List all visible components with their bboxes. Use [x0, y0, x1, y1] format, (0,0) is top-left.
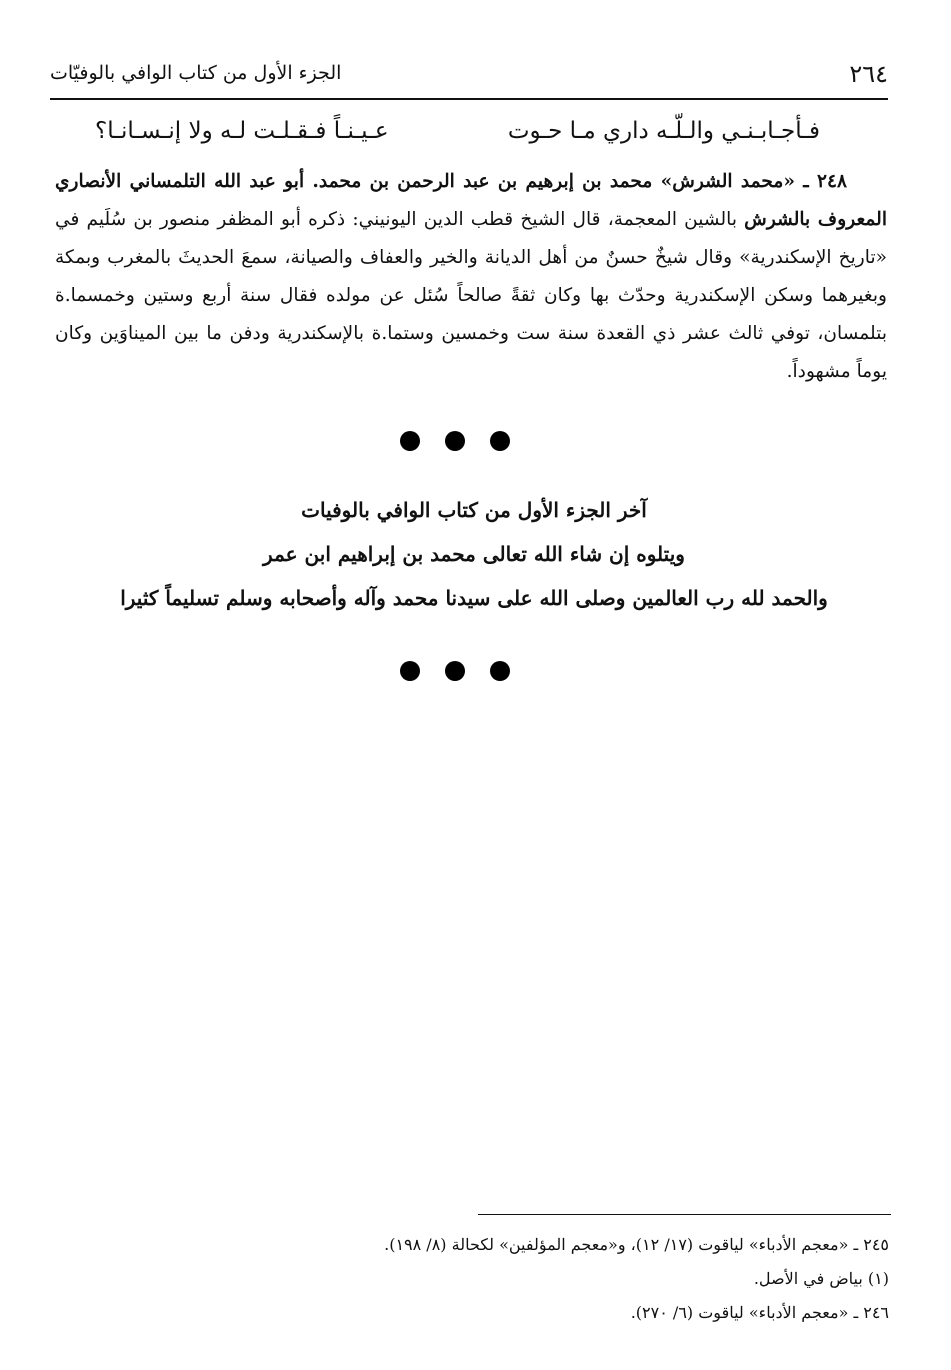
footnote-separator: [478, 1214, 891, 1215]
running-title: الجزء الأول من كتاب الوافي بالوفيّات: [50, 62, 342, 84]
page-header: [50, 58, 888, 100]
page-number: ٢٦٤: [849, 60, 888, 88]
colophon-line: ويتلوه إن شاء الله تعالى محمد بن إبراهيم ابن عمر: [263, 542, 685, 566]
verse-first-hemistich: فـأجـابـنـي والـلّـه داري مـا حـوت: [507, 118, 820, 144]
entry-body: بالشين المعجمة، قال الشيخ قطب الدين اليونيني: ذكره أبو المظفر منصور بن سُلَيم في «تاريخ الإسكندرية» وقال شيخٌ حسنٌ من أهل الديانة والخير والعفاف والصيانة، سمعَ الحديثَ بالمغرب وبمكة وبغيرهما وسكن الإسكندرية وحدّث بها وكان ثقةً صالحاً سُئل عن مولده فقال سنة أربع وستين وخمسما.ة بتلمسان، توفي ثالث عشر ذي القعدة سنة ست وخمسين وستما.ة بالإسكندرية ودفن ما بين الميناوَين وكان يوماً مشهوداً.: [55, 209, 887, 382]
divider-dot: [445, 661, 465, 681]
colophon: [60, 488, 888, 620]
footnotes: [269, 1228, 889, 1330]
footnote: (١) بياض في الأصل.: [753, 1269, 889, 1288]
colophon-line: آخر الجزء الأول من كتاب الوافي بالوفيات: [301, 498, 647, 522]
footnote: ٢٤٥ ـ «معجم الأدباء» لياقوت (١٧/ ١٢)، و«معجم المؤلفين» لكحالة (٨/ ١٩٨).: [384, 1235, 889, 1254]
colophon-line: والحمد لله رب العالمين وصلى الله على سيدنا محمد وآله وأصحابه وسلم تسليماً كثيرا: [120, 586, 828, 610]
divider-dot: [445, 431, 465, 451]
divider-dot: [490, 661, 510, 681]
divider-dot: [400, 661, 420, 681]
poetry-verse: [95, 118, 820, 158]
biography-entry: [55, 163, 887, 391]
footnote: ٢٤٦ ـ «معجم الأدباء» لياقوت (٦/ ٢٧٠).: [630, 1303, 889, 1322]
divider-dot: [400, 431, 420, 451]
section-divider-dots: [400, 431, 540, 461]
divider-dot: [490, 431, 510, 451]
verse-second-hemistich: عـيـنـاً فـقـلـت لـه ولا إنـسـانـا؟: [95, 118, 389, 144]
section-divider-dots: [400, 661, 540, 691]
entry-heading: ٢٤٨ ـ «محمد الشرش» محمد بن إبرهيم بن عبد الرحمن بن محمد. أبو عبد الله التلمساني الأنصاري المعروف بالشرش: [55, 171, 887, 230]
